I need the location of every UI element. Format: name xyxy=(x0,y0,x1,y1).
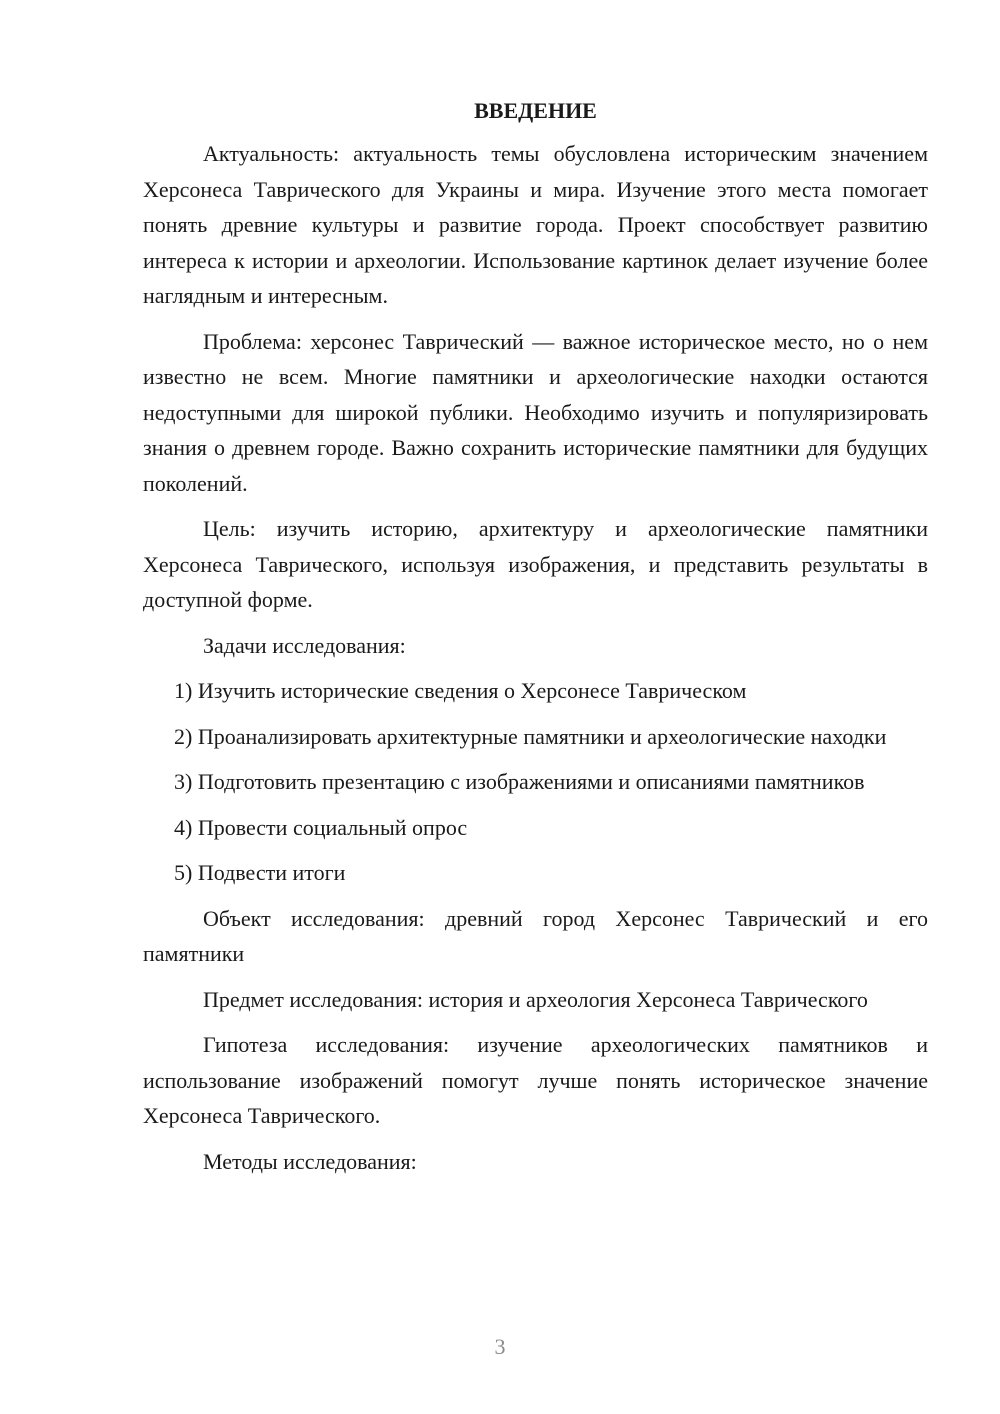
list-item-task-1: 1) Изучить исторические сведения о Херсонесе Таврическом xyxy=(174,678,747,703)
paragraph-relevance: Актуальность: актуальность темы обусловлена историческим значением Херсонеса Таврического для Украины и мира. Изучение этого места помогает понять древние культуры и развитие города. Проект способствует развитию интереса к истории и археологии. Использование картинок делает изучение более наглядным и интересным. xyxy=(143,141,928,308)
paragraph-hypothesis: Гипотеза исследования: изучение археологических памятников и использование изображений помогут лучше понять историческое значение Херсонеса Таврического. xyxy=(143,1032,928,1128)
list-item-task-5: 5) Подвести итоги xyxy=(174,860,346,885)
paragraph-subject: Предмет исследования: история и археология Херсонеса Таврического xyxy=(203,986,868,1012)
page-number: 3 xyxy=(494,1334,506,1359)
paragraph-object: Объект исследования: древний город Херсонес Таврический и его памятники xyxy=(143,905,928,966)
paragraph-goal: Цель: изучить историю, архитектуру и археологические памятники Херсонеса Таврического, используя изображения, и представить результаты в доступной форме. xyxy=(143,516,928,612)
section-title: ВВЕДЕНИЕ xyxy=(474,98,597,123)
list-item-task-2: 2) Проанализировать архитектурные памятники и археологические находки xyxy=(174,723,887,749)
list-item-task-4: 4) Провести социальный опрос xyxy=(174,814,468,840)
paragraph-problem: Проблема: херсонес Таврический — важное историческое место, но о нем известно не всем. Многие памятники и археологические находки остаются недоступными для широкой публики. Необходимо изучить и популяризировать знания о древнем городе. Важно сохранить исторические памятники для будущих поколений. xyxy=(143,328,928,496)
paragraph-methods: Методы исследования: xyxy=(203,1148,417,1174)
list-item-task-3: 3) Подготовить презентацию с изображениями и описаниями памятников xyxy=(174,769,865,794)
page-content xyxy=(143,96,928,1189)
paragraph-tasks-heading: Задачи исследования: xyxy=(203,632,406,658)
